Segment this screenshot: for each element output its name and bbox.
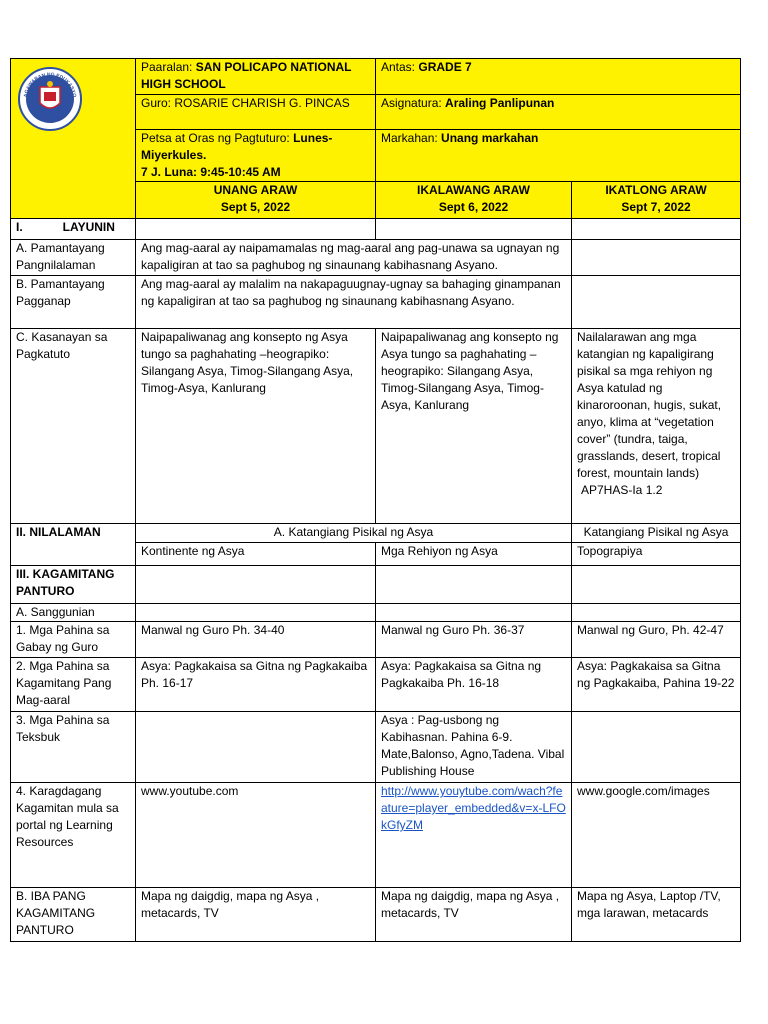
gabay-guro-day1: Manwal ng Guro Ph. 34-40 [136, 622, 376, 658]
sanggunian-label: A. Sanggunian [11, 604, 136, 622]
nilalaman-topic-day3: Katangiang Pisikal ng Asya [572, 524, 741, 543]
teksbuk-day3 [572, 712, 741, 783]
teksbuk-label: 3. Mga Pahina sa Teksbuk [11, 712, 136, 783]
day1-header: UNANG ARAW Sept 5, 2022 [136, 182, 376, 219]
kagamitan-heading: III. KAGAMITANG PANTURO [11, 566, 136, 604]
teksbuk-day2: Asya : Pag-usbong ng Kabihasnan. Pahina 6-9. Mate,Balonso, Agno,Tadena. Vibal Publishing House [376, 712, 572, 783]
kasanayan-day1: Naipapaliwanag ang konsepto ng Asya tungo sa paghahating –heograpiko: Silangang Asya, Timog-Silangang Asya, Timog-Asya, Kanlurang [136, 329, 376, 524]
iba-pang-kagamitan-day2: Mapa ng daigdig, mapa ng Asya , metacards, TV [376, 888, 572, 942]
kagamitang-mag-aaral-label: 2. Mga Pahina sa Kagamitang Pang Mag-aaral [11, 658, 136, 712]
nilalaman-day2: Mga Rehiyon ng Asya [376, 543, 572, 566]
gabay-guro-day2: Manwal ng Guro Ph. 36-37 [376, 622, 572, 658]
markahan-cell: Markahan: Unang markahan [376, 130, 741, 182]
kasanayan-label: C. Kasanayan sa Pagkatuto [11, 329, 136, 524]
nilalaman-day3: Topograpiya [572, 543, 741, 566]
kasanayan-day2: Naipapaliwanag ang konsepto ng Asya tungo sa paghahating –heograpiko: Silangang Asya, Timog-Silangang Asya, Timog-Asya, Kanlurang [376, 329, 572, 524]
petsa-cell: Petsa at Oras ng Pagtuturo: Lunes-Miyerkules. 7 J. Luna: 9:45-10:45 AM [136, 130, 376, 182]
teksbuk-day1 [136, 712, 376, 783]
layunin-heading: I. LAYUNIN [11, 219, 136, 240]
iba-pang-kagamitan-day1: Mapa ng daigdig, mapa ng Asya , metacards, TV [136, 888, 376, 942]
gabay-guro-label: 1. Mga Pahina sa Gabay ng Guro [11, 622, 136, 658]
deped-logo-cell [11, 59, 136, 219]
deped-seal-icon [18, 67, 82, 131]
day2-header: IKALAWANG ARAW Sept 6, 2022 [376, 182, 572, 219]
kagamitang-mag-aaral-day1: Asya: Pagkakaisa sa Gitna ng Pagkakaiba Ph. 16-17 [136, 658, 376, 712]
nilalaman-day1: Kontinente ng Asya [136, 543, 376, 566]
pamantayang-pagganap-text: Ang mag-aaral ay malalim na nakapaguugnay-ugnay sa bahaging ginampanan ng kapaligiran at tao sa paghubog ng sinaunang kabihasnang Asyano. [136, 276, 572, 329]
youtube-link[interactable]: http://www.youytube.com/wach?feature=player_embedded&v=x-LFOkGfyZM [381, 784, 566, 832]
learning-resources-label: 4. Karagdagang Kagamitan mula sa portal ng Learning Resources [11, 783, 136, 888]
daily-lesson-log-table [10, 58, 741, 942]
kasanayan-day3: Nailalarawan ang mga katangian ng kapaligirang pisikal sa mga rehiyon ng Asya katulad ng kinaroroonan, hugis, sukat, anyo, klima at “vegetation cover” (tundra, taiga, grasslands, desert, tropical forest, mountain lands) AP7HAS-Ia 1.2 [572, 329, 741, 524]
nilalaman-heading: II. NILALAMAN [11, 524, 136, 566]
learning-resources-day1: www.youtube.com [136, 783, 376, 888]
kagamitang-mag-aaral-day3: Asya: Pagkakaisa sa Gitna ng Pagkakaiba, Pahina 19-22 [572, 658, 741, 712]
pamantayang-pangnilalaman-text: Ang mag-aaral ay naipamamalas ng mag-aaral ang pag-unawa sa ugnayan ng kapaligiran at tao sa paghubog ng sinaunang kabihasnang Asyano. [136, 240, 572, 276]
pamantayang-pangnilalaman-label: A. Pamantayang Pangnilalaman [11, 240, 136, 276]
asignatura-cell: Asignatura: Araling Panlipunan [376, 95, 741, 130]
antas-cell: Antas: GRADE 7 [376, 59, 741, 95]
gabay-guro-day3: Manwal ng Guro, Ph. 42-47 [572, 622, 741, 658]
iba-pang-kagamitan-label: B. IBA PANG KAGAMITANG PANTURO [11, 888, 136, 942]
learning-resources-day3: www.google.com/images [572, 783, 741, 888]
day3-header: IKATLONG ARAW Sept 7, 2022 [572, 182, 741, 219]
pamantayang-pagganap-label: B. Pamantayang Pagganap [11, 276, 136, 329]
guro-cell: Guro: ROSARIE CHARISH G. PINCAS [136, 95, 376, 130]
svg-text:REPUBLIKA NG PILIPINAS: REPUBLIKA NG PILIPINAS [29, 108, 71, 125]
kagamitang-mag-aaral-day2: Asya: Pagkakaisa sa Gitna ng Pagkakaiba Ph. 16-18 [376, 658, 572, 712]
learning-resources-day2 [376, 783, 572, 888]
iba-pang-kagamitan-day3: Mapa ng Asya, Laptop /TV, mga larawan, metacards [572, 888, 741, 942]
nilalaman-topic-days12: A. Katangiang Pisikal ng Asya [136, 524, 572, 543]
paaralan-cell: Paaralan: SAN POLICAPO NATIONAL HIGH SCHOOL [136, 59, 376, 95]
svg-text:KAGAWARAN NG EDUKASYON: AGAWARAN NG EDUKASYO [23, 71, 77, 98]
